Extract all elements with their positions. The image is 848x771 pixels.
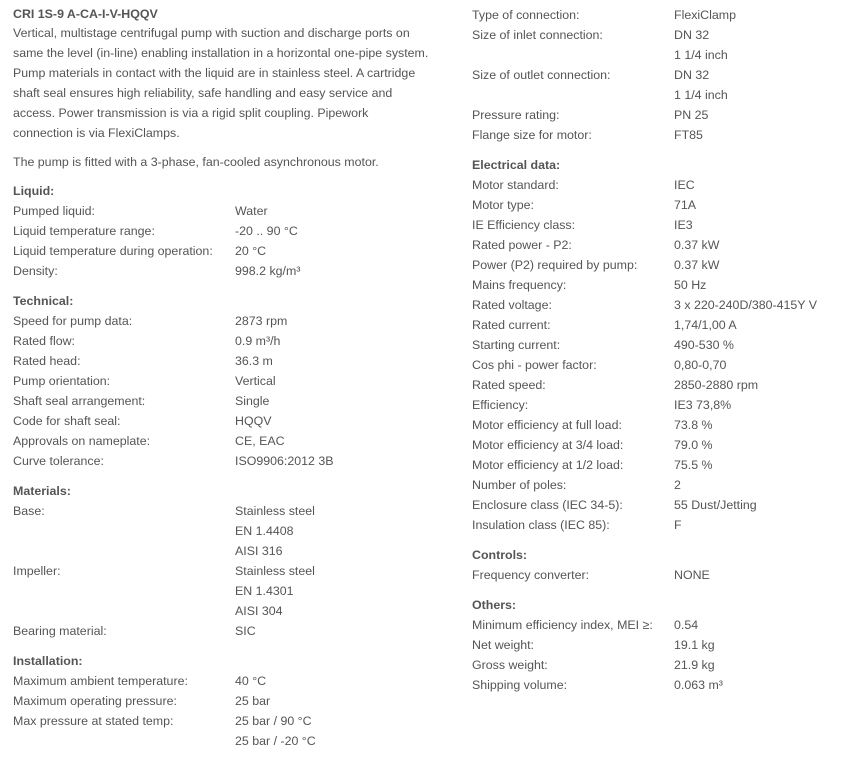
spec-value-line: 79.0 % xyxy=(674,438,713,452)
installation-section xyxy=(13,651,453,751)
spec-row xyxy=(13,371,453,391)
spec-row xyxy=(13,311,453,331)
spec-value-line: AISI 304 xyxy=(235,604,283,618)
spec-row xyxy=(472,25,842,65)
spec-value xyxy=(674,275,842,295)
spec-label: Shipping volume: xyxy=(472,678,568,692)
spec-value-line: 50 Hz xyxy=(674,278,707,292)
spec-label: Type of connection: xyxy=(472,8,580,22)
spec-row xyxy=(472,415,842,435)
spec-value-line: 0.063 m³ xyxy=(674,678,723,692)
spec-value-line: FT85 xyxy=(674,128,703,142)
spec-label: Motor efficiency at 3/4 load: xyxy=(472,438,624,452)
spec-value xyxy=(674,105,842,125)
spec-value xyxy=(674,215,842,235)
spec-value-line: ISO9906:2012 3B xyxy=(235,454,334,468)
spec-value xyxy=(674,395,842,415)
spec-row xyxy=(13,261,453,281)
spec-label: Power (P2) required by pump: xyxy=(472,258,638,272)
description-line: connection is via FlexiClamps. xyxy=(13,126,180,140)
spec-value-line: PN 25 xyxy=(674,108,709,122)
spec-value-line: 0,80-0,70 xyxy=(674,358,727,372)
spec-value-line: 490-530 % xyxy=(674,338,734,352)
spec-value xyxy=(674,195,842,215)
spec-value-line: 1,74/1,00 A xyxy=(674,318,737,332)
spec-value xyxy=(674,175,842,195)
spec-row xyxy=(13,711,453,751)
spec-row xyxy=(13,431,453,451)
spec-value-line: 25 bar / 90 °C xyxy=(235,714,312,728)
controls-section xyxy=(472,545,842,585)
spec-value xyxy=(674,565,842,585)
spec-label: Cos phi - power factor: xyxy=(472,358,597,372)
spec-value-line: F xyxy=(674,518,682,532)
spec-row xyxy=(472,565,842,585)
spec-label: Insulation class (IEC 85): xyxy=(472,518,610,532)
spec-label: Rated power - P2: xyxy=(472,238,572,252)
spec-value xyxy=(674,235,842,255)
spec-label: Curve tolerance: xyxy=(13,454,104,468)
spec-value-line: DN 32 xyxy=(674,68,710,82)
spec-value xyxy=(674,635,842,655)
spec-value xyxy=(674,615,842,635)
spec-value-line: 1 1/4 inch xyxy=(674,88,728,102)
spec-value-line: 25 bar xyxy=(235,694,271,708)
description-line: same the level (in-line) enabling installation in a horizontal one-pipe system. xyxy=(13,46,429,60)
spec-value xyxy=(235,671,453,691)
spec-value-line: IEC xyxy=(674,178,695,192)
spec-value-line: 55 Dust/Jetting xyxy=(674,498,757,512)
controls-heading: Controls: xyxy=(472,548,528,562)
spec-label: Number of poles: xyxy=(472,478,567,492)
spec-row xyxy=(472,615,842,635)
spec-row xyxy=(472,495,842,515)
description-line: Vertical, multistage centrifugal pump with suction and discharge ports on xyxy=(13,26,410,40)
spec-value xyxy=(235,691,453,711)
spec-label: Max pressure at stated temp: xyxy=(13,714,174,728)
spec-value xyxy=(235,261,453,281)
spec-label: Rated flow: xyxy=(13,334,75,348)
product-title: CRI 1S-9 A-CA-I-V-HQQV xyxy=(13,7,158,21)
spec-label: Flange size for motor: xyxy=(472,128,592,142)
spec-row xyxy=(13,391,453,411)
spec-row xyxy=(472,215,842,235)
others-heading: Others: xyxy=(472,598,517,612)
spec-row xyxy=(13,691,453,711)
spec-value xyxy=(235,331,453,351)
spec-value xyxy=(674,315,842,335)
spec-value-line: Single xyxy=(235,394,270,408)
spec-value-line: 36.3 m xyxy=(235,354,273,368)
spec-label: Frequency converter: xyxy=(472,568,590,582)
spec-row xyxy=(472,5,842,25)
spec-value xyxy=(235,621,453,641)
description-line: shaft seal ensures high reliability, safe handling and easy service and xyxy=(13,86,393,100)
connection-section xyxy=(472,5,842,145)
spec-row xyxy=(472,635,842,655)
spec-value xyxy=(674,255,842,275)
spec-row xyxy=(472,655,842,675)
spec-value xyxy=(674,355,842,375)
spec-label: Liquid temperature during operation: xyxy=(13,244,213,258)
spec-label: Starting current: xyxy=(472,338,561,352)
spec-value-line: CE, EAC xyxy=(235,434,285,448)
spec-label: Net weight: xyxy=(472,638,534,652)
spec-value xyxy=(674,475,842,495)
spec-row xyxy=(472,255,842,275)
spec-row xyxy=(472,65,842,105)
spec-value-line: Stainless steel xyxy=(235,504,315,518)
spec-value xyxy=(674,655,842,675)
spec-label: Liquid temperature range: xyxy=(13,224,155,238)
left-column xyxy=(13,5,453,751)
spec-row xyxy=(472,235,842,255)
spec-value xyxy=(235,371,453,391)
spec-value-line: DN 32 xyxy=(674,28,710,42)
spec-label: Density: xyxy=(13,264,58,278)
spec-row xyxy=(472,295,842,315)
spec-row xyxy=(13,501,453,561)
spec-value-line: SIC xyxy=(235,624,256,638)
spec-label: Maximum operating pressure: xyxy=(13,694,177,708)
spec-value xyxy=(674,125,842,145)
spec-value xyxy=(235,241,453,261)
spec-value xyxy=(674,675,842,695)
spec-value xyxy=(674,375,842,395)
spec-value-line: Vertical xyxy=(235,374,276,388)
spec-label: Rated voltage: xyxy=(472,298,552,312)
spec-value-line: 73.8 % xyxy=(674,418,713,432)
spec-row xyxy=(13,561,453,621)
spec-value-line: EN 1.4408 xyxy=(235,524,294,538)
spec-label: IE Efficiency class: xyxy=(472,218,576,232)
motor-note: The pump is fitted with a 3-phase, fan-cooled asynchronous motor. xyxy=(13,155,379,169)
spec-row xyxy=(13,331,453,351)
spec-row xyxy=(13,351,453,371)
materials-heading: Materials: xyxy=(13,484,71,498)
spec-label: Rated speed: xyxy=(472,378,546,392)
spec-value xyxy=(235,451,453,471)
spec-row xyxy=(472,275,842,295)
spec-value-line: Stainless steel xyxy=(235,564,315,578)
others-section xyxy=(472,595,842,695)
spec-value xyxy=(235,501,453,561)
spec-label: Gross weight: xyxy=(472,658,548,672)
spec-row xyxy=(472,355,842,375)
spec-value xyxy=(235,311,453,331)
spec-value xyxy=(674,435,842,455)
spec-row xyxy=(13,621,453,641)
spec-value xyxy=(235,391,453,411)
spec-value xyxy=(235,351,453,371)
spec-value-line: IE3 xyxy=(674,218,693,232)
spec-row xyxy=(472,455,842,475)
spec-row xyxy=(472,125,842,145)
spec-value-line: 71A xyxy=(674,198,697,212)
spec-label: Size of outlet connection: xyxy=(472,68,611,82)
spec-label: Efficiency: xyxy=(472,398,529,412)
spec-label: Code for shaft seal: xyxy=(13,414,121,428)
spec-value-line: 75.5 % xyxy=(674,458,713,472)
spec-row xyxy=(472,375,842,395)
spec-value-line: 40 °C xyxy=(235,674,267,688)
spec-row xyxy=(472,515,842,535)
spec-value xyxy=(674,415,842,435)
materials-section xyxy=(13,481,453,641)
spec-value-line: 3 x 220-240D/380-415Y V xyxy=(674,298,818,312)
spec-value xyxy=(674,295,842,315)
spec-row xyxy=(472,335,842,355)
spec-label: Minimum efficiency index, MEI ≥: xyxy=(472,618,653,632)
spec-label: Base: xyxy=(13,504,45,518)
right-column xyxy=(472,5,842,695)
spec-label: Motor efficiency at 1/2 load: xyxy=(472,458,624,472)
spec-value xyxy=(674,335,842,355)
installation-heading: Installation: xyxy=(13,654,83,668)
spec-label: Size of inlet connection: xyxy=(472,28,603,42)
spec-row xyxy=(13,201,453,221)
spec-value xyxy=(235,711,453,751)
spec-label: Bearing material: xyxy=(13,624,107,638)
spec-value xyxy=(235,411,453,431)
description-line: access. Power transmission is via a rigid split coupling. Pipework xyxy=(13,106,369,120)
liquid-heading: Liquid: xyxy=(13,184,55,198)
spec-value xyxy=(674,65,842,105)
spec-row xyxy=(13,451,453,471)
spec-value-line: 1 1/4 inch xyxy=(674,48,728,62)
technical-heading: Technical: xyxy=(13,294,74,308)
spec-row xyxy=(472,475,842,495)
spec-value-line: -20 .. 90 °C xyxy=(235,224,298,238)
spec-label: Maximum ambient temperature: xyxy=(13,674,188,688)
spec-value xyxy=(235,431,453,451)
spec-value-line: EN 1.4301 xyxy=(235,584,294,598)
spec-value-line: IE3 73,8% xyxy=(674,398,732,412)
description-line: Pump materials in contact with the liquid are in stainless steel. A cartridge xyxy=(13,66,416,80)
spec-label: Impeller: xyxy=(13,564,61,578)
spec-value xyxy=(674,455,842,475)
spec-label: Rated current: xyxy=(472,318,551,332)
spec-label: Pumped liquid: xyxy=(13,204,95,218)
spec-row xyxy=(13,411,453,431)
spec-value-line: 21.9 kg xyxy=(674,658,715,672)
spec-row xyxy=(13,221,453,241)
spec-row xyxy=(472,195,842,215)
spec-value-line: FlexiClamp xyxy=(674,8,736,22)
spec-label: Speed for pump data: xyxy=(13,314,133,328)
spec-value xyxy=(674,5,842,25)
spec-value-line: 0.54 xyxy=(674,618,699,632)
spec-row xyxy=(472,315,842,335)
spec-row xyxy=(13,241,453,261)
spec-value-line: 25 bar / -20 °C xyxy=(235,734,316,748)
spec-label: Motor efficiency at full load: xyxy=(472,418,622,432)
spec-label: Motor standard: xyxy=(472,178,559,192)
electrical-heading: Electrical data: xyxy=(472,158,561,172)
spec-row xyxy=(472,175,842,195)
spec-label: Shaft seal arrangement: xyxy=(13,394,146,408)
product-description xyxy=(13,23,453,143)
spec-label: Approvals on nameplate: xyxy=(13,434,151,448)
spec-value xyxy=(235,561,453,621)
spec-row xyxy=(472,105,842,125)
spec-value-line: 0.9 m³/h xyxy=(235,334,281,348)
spec-row xyxy=(13,671,453,691)
spec-value-line: 2 xyxy=(674,478,681,492)
spec-value xyxy=(235,221,453,241)
spec-value-line: HQQV xyxy=(235,414,272,428)
spec-value xyxy=(235,201,453,221)
spec-value xyxy=(674,495,842,515)
spec-value-line: AISI 316 xyxy=(235,544,283,558)
technical-section xyxy=(13,291,453,471)
spec-value-line: 0.37 kW xyxy=(674,258,720,272)
spec-label: Mains frequency: xyxy=(472,278,567,292)
liquid-section xyxy=(13,181,453,281)
spec-value-line: NONE xyxy=(674,568,710,582)
electrical-section xyxy=(472,155,842,535)
spec-value-line: 19.1 kg xyxy=(674,638,715,652)
spec-value xyxy=(674,25,842,65)
spec-value-line: 2873 rpm xyxy=(235,314,288,328)
spec-value xyxy=(674,515,842,535)
spec-value-line: Water xyxy=(235,204,268,218)
spec-label: Motor type: xyxy=(472,198,534,212)
spec-label: Rated head: xyxy=(13,354,81,368)
spec-label: Pressure rating: xyxy=(472,108,560,122)
spec-value-line: 20 °C xyxy=(235,244,267,258)
spec-row xyxy=(472,395,842,415)
spec-row xyxy=(472,675,842,695)
spec-row xyxy=(472,435,842,455)
spec-label: Pump orientation: xyxy=(13,374,111,388)
spec-value-line: 998.2 kg/m³ xyxy=(235,264,301,278)
spec-label: Enclosure class (IEC 34-5): xyxy=(472,498,623,512)
spec-value-line: 2850-2880 rpm xyxy=(674,378,759,392)
spec-value-line: 0.37 kW xyxy=(674,238,720,252)
